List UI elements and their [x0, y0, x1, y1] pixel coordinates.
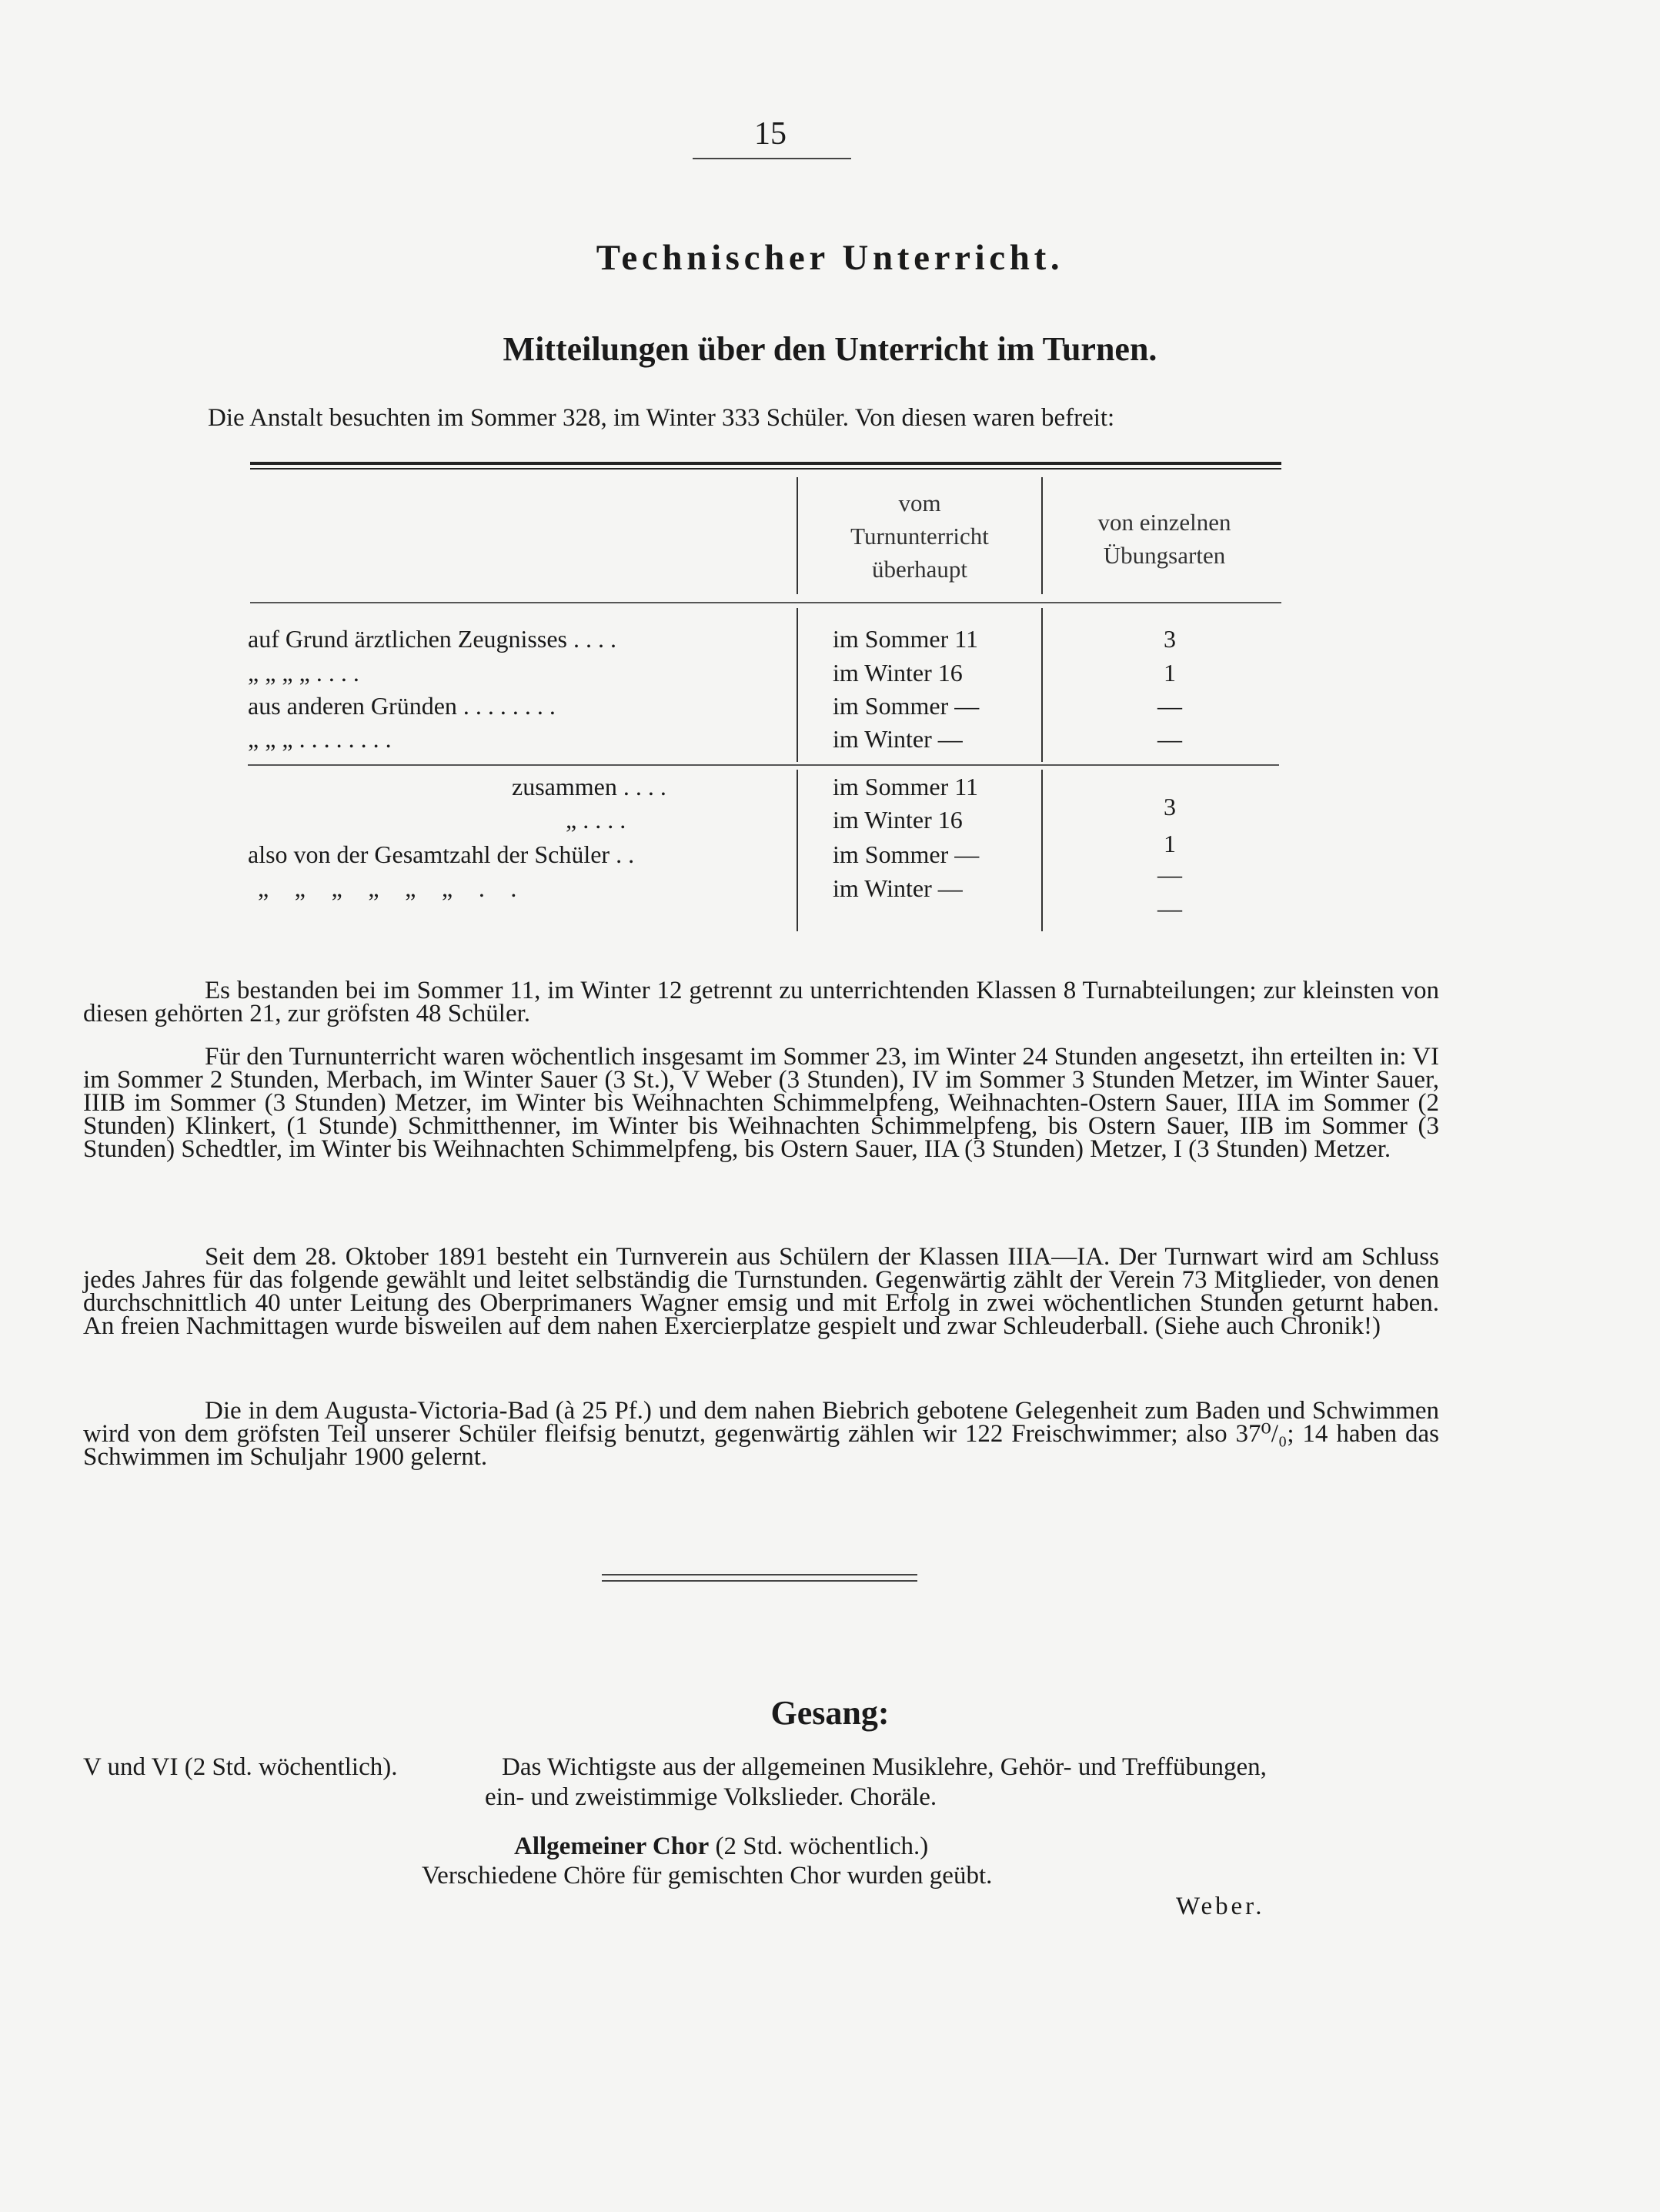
summary-season: im Winter —	[833, 874, 963, 902]
page-number-rule	[693, 158, 851, 159]
table-col-divider	[797, 477, 798, 594]
table-col-divider	[797, 770, 798, 931]
header-uebungsarten: von einzelnen Übungsarten	[1097, 509, 1231, 569]
table-row-season: im Winter 16	[833, 659, 963, 687]
chor-heading	[514, 1832, 928, 1861]
chor-title: Allgemeiner Chor	[514, 1833, 710, 1860]
table-row-label: „ „ „ „ . . . .	[248, 659, 359, 687]
summary-season: im Sommer —	[833, 840, 980, 868]
header-turnunterricht: vom Turnunterricht überhaupt	[850, 490, 989, 583]
table-col-divider	[1041, 608, 1043, 762]
summary-season: im Winter 16	[833, 806, 963, 834]
paragraph-turnunterricht: Für den Turnunterricht waren wöchentlich insgesamt im Sommer 23, im Winter 24 Stunden angesetzt, ihn erteilten in: VI im Sommer 2 Stunden, Merbach, im Winter Sauer (3 St.), V Weber (3 Stunden), IV im Sommer 3 Stunden Metzer, im Winter Sauer, IIIB im Sommer (3 Stunden) Metzer, im Winter bis Weihnachten Schimmelpfeng, Weihnachten-Ostern Sauer, IIIA im Sommer (2 Stunden) Klinkert, (1 Stunde) Schmitthenner, im Winter bis Weihnachten Schimmelpfeng, bis Ostern Sauer, IIB im Sommer (3 Stunden) Schedtler, im Winter bis Weihnachten Schimmelpfeng, bis Ostern Sauer, IIA (3 Stunden) Metzer, I (3 Stunden) Metzer.	[83, 1043, 1439, 1163]
summary-value: 1	[1164, 830, 1176, 857]
summary-label: „ „ „ „ „ „ . .	[258, 874, 517, 902]
table-header-rule	[250, 602, 1281, 603]
table-col-divider	[1041, 477, 1043, 594]
signature: Weber.	[1176, 1893, 1265, 1920]
gesang-v-vi-text: Das Wichtigste aus der allgemeinen Musiklehre, Gehör- und Treffübungen,	[502, 1753, 1267, 1781]
summary-value: 3	[1164, 793, 1176, 820]
page-number: 15	[754, 116, 787, 152]
gesang-v-vi-label: V und VI (2 Std. wöchentlich).	[83, 1753, 398, 1781]
table-row-season: im Winter —	[833, 725, 963, 753]
paragraph-turnverein: Seit dem 28. Oktober 1891 besteht ein Turnverein aus Schülern der Klassen IIIA—IA. Der Turnwart wird am Schluss jedes Jahres für das folgende gewählt und leitet selbständig die Turnstunden. Gegenwärtig zählt der Verein 73 Mitglieder, von denen durchschnittlich 40 unter Leitung des Oberprimaners Wagner emsig und mit Erfolg in zwei wöchentlichen Stunden geturnt haben. An freien Nachmittagen wurde bisweilen auf dem nahen Exercierplatze gespielt und zwar Schleuderball. (Siehe auch Chronik!)	[83, 1243, 1439, 1340]
intro-line: Die Anstalt besuchten im Sommer 328, im Winter 333 Schüler. Von diesen waren befreit:	[208, 404, 1115, 432]
table-row-season: im Sommer —	[833, 692, 980, 720]
summary-label: also von der Gesamtzahl der Schüler . .	[248, 840, 635, 868]
table-row-value: 3	[1164, 625, 1176, 653]
table-top-rule-thin	[250, 468, 1281, 469]
table-row-value: 1	[1164, 659, 1176, 687]
table-row-label: „ „ „ . . . . . . . .	[248, 725, 392, 753]
chor-text: Verschiedene Chöre für gemischten Chor wurden geübt.	[422, 1862, 993, 1890]
paragraph-turnabteilungen: Es bestanden bei im Sommer 11, im Winter 12 getrennt zu unterrichtenden Klassen 8 Turnabteilungen; zur kleinsten von diesen gehörten 21, zur gröfsten 48 Schüler.	[83, 977, 1439, 1027]
summary-season: im Sommer 11	[833, 773, 979, 800]
table-top-rule	[250, 462, 1281, 465]
table-row-label: aus anderen Gründen . . . . . . . .	[248, 692, 556, 720]
section-separator	[602, 1580, 917, 1582]
section-separator	[602, 1574, 917, 1575]
paragraph-schwimmen: Die in dem Augusta-Victoria-Bad (à 25 Pf.) und dem nahen Biebrich gebotene Gelegenheit zum Baden und Schwimmen wird von dem gröfsten Teil unserer Schüler fleifsig benutzt, gegenwärtig zählen wir 122 Freischwimmer; also 37⁰/₀; 14 haben das Schwimmen im Schuljahr 1900 gelernt.	[83, 1397, 1439, 1471]
section-title: Technischer Unterricht.	[596, 238, 1064, 278]
subsection-title: Mitteilungen über den Unterricht im Turnen.	[503, 330, 1157, 368]
gesang-title: Gesang:	[770, 1694, 890, 1732]
summary-label: „ . . . .	[566, 806, 626, 834]
table-row-value: —	[1157, 725, 1182, 753]
table-col-divider	[797, 608, 798, 762]
table-row-label: auf Grund ärztlichen Zeugnisses . . . .	[248, 625, 616, 653]
table-row-value: —	[1157, 692, 1182, 720]
summary-value: —	[1157, 860, 1182, 888]
chor-hours: (2 Std. wöchentlich.)	[715, 1833, 929, 1860]
table-row-season: im Sommer 11	[833, 625, 979, 653]
summary-value: —	[1157, 894, 1182, 922]
table-col-divider	[1041, 770, 1043, 931]
table-sum-rule	[248, 764, 1279, 766]
gesang-v-vi-text: ein- und zweistimmige Volkslieder. Choräle.	[485, 1783, 937, 1811]
summary-label: zusammen . . . .	[512, 773, 666, 800]
